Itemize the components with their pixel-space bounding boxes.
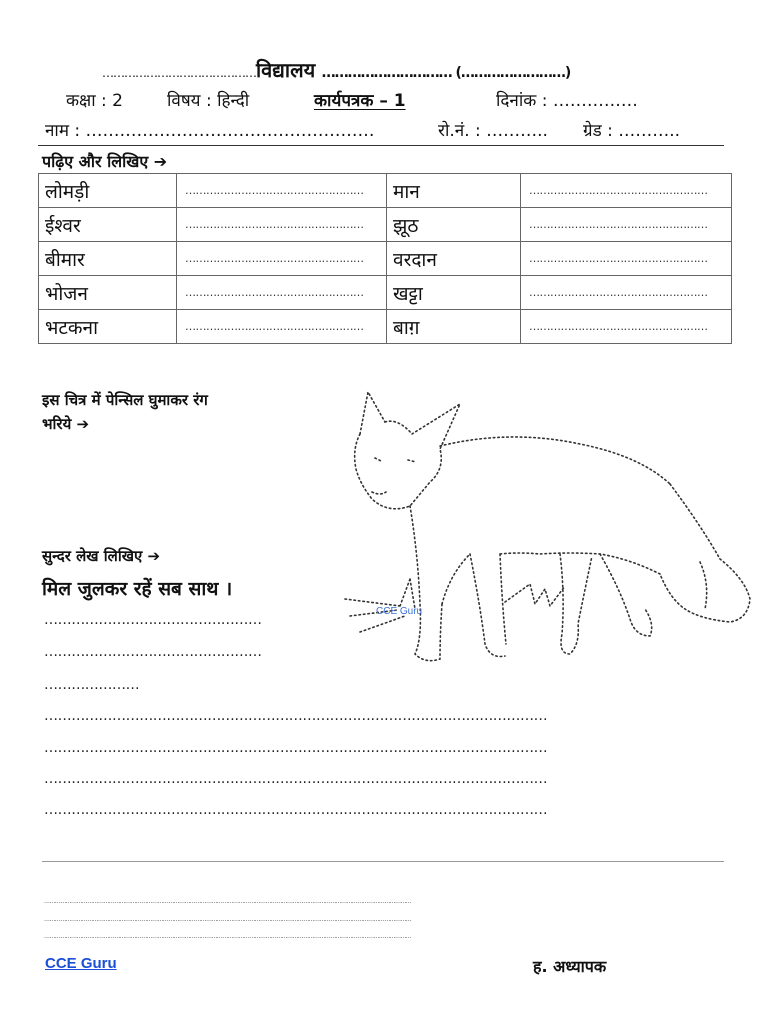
grade-label: ग्रेड : ……….. [583,121,681,141]
fox-outline-image [330,374,768,684]
subject-label: विषय : हिन्दी [167,91,250,111]
cce-guru-link[interactable]: CCE Guru [45,955,117,972]
worksheet-label: कार्यपत्रक – 1 [314,91,406,111]
word-cell: बाग़ [387,310,521,344]
section-title [42,150,167,172]
word-cell: लोमड़ी [39,174,177,208]
answer-blank[interactable]: …………………………………………… [177,242,387,276]
watermark-text: CCE Guru [376,606,423,617]
table-row [39,208,732,242]
answer-blank[interactable]: …………………………………………… [177,208,387,242]
footer-divider [42,861,724,862]
answer-blank[interactable]: …………………………………………… [177,310,387,344]
arrow-right-icon: ➔ [147,547,161,565]
date-label: दिनांक : …………… [496,91,638,111]
arrow-right-icon: ➔ [76,415,90,433]
roll-label: रो.नं. : ……….. [438,121,548,141]
footer-dots-2: …………………………………………………………………………………………………………………………………………………………………………………… [44,916,412,923]
school-line [102,56,570,83]
name-label: नाम : …………………………………………… [45,121,375,141]
word-cell: झूठ [387,208,521,242]
school-dots-right: ………………………… (……………………) [321,65,571,81]
word-cell: वरदान [387,242,521,276]
school-label: विद्यालय [256,58,316,82]
word-cell: मान [387,174,521,208]
table-row [39,310,732,344]
coloring-instruction [42,388,208,436]
word-cell: बीमार [39,242,177,276]
class-label: कक्षा : 2 [66,91,123,111]
answer-blank[interactable]: …………………………………………… [521,174,732,208]
answer-blank[interactable]: …………………………………………… [177,174,387,208]
header-divider [38,145,724,146]
table-row [39,276,732,310]
writing-line[interactable]: ………………………………………………………………………………………………… [44,771,548,787]
answer-blank[interactable]: …………………………………………… [521,276,732,310]
handwriting-sentence: मिल जुलकर रहें सब साथ । [42,578,233,600]
answer-blank[interactable]: …………………………………………… [177,276,387,310]
word-cell: ईश्वर [39,208,177,242]
answer-blank[interactable]: …………………………………………… [521,208,732,242]
school-dots-left: …………………………………… [102,66,256,80]
handwriting-title-text: सुन्दर लेख लिखिए [42,547,143,565]
writing-line[interactable]: ………………………………………… [44,612,262,628]
coloring-line-2 [42,412,208,436]
writing-line[interactable]: ………………………………………………………………………………………………… [44,708,548,724]
coloring-line-2-text: भरिये [42,415,72,433]
answer-blank[interactable]: …………………………………………… [521,242,732,276]
word-table [38,173,732,344]
table-row [39,174,732,208]
table-row [39,242,732,276]
handwriting-title [42,546,160,566]
word-cell: खट्टा [387,276,521,310]
coloring-line-1: इस चित्र में पेन्सिल घुमाकर रंग [42,391,208,409]
section-title-text: पढ़िए और लिखिए [42,152,149,171]
word-cell: भटकना [39,310,177,344]
footer-dots-1: …………………………………………………………………………………………………………………………………………………………………………………… [44,898,412,905]
answer-blank[interactable]: …………………………………………… [521,310,732,344]
footer-dots-3: …………………………………………………………………………………………………………………………………………………………………………………… [44,933,412,940]
writing-line[interactable]: ………………………………………………………………………………………………… [44,740,548,756]
writing-line[interactable]: ………………… [44,677,140,693]
word-cell: भोजन [39,276,177,310]
teacher-signature-label: ह. अध्यापक [533,957,607,976]
writing-line[interactable]: ………………………………………………………………………………………………… [44,802,548,818]
writing-line[interactable]: ………………………………………… [44,644,262,660]
arrow-right-icon: ➔ [153,152,168,171]
